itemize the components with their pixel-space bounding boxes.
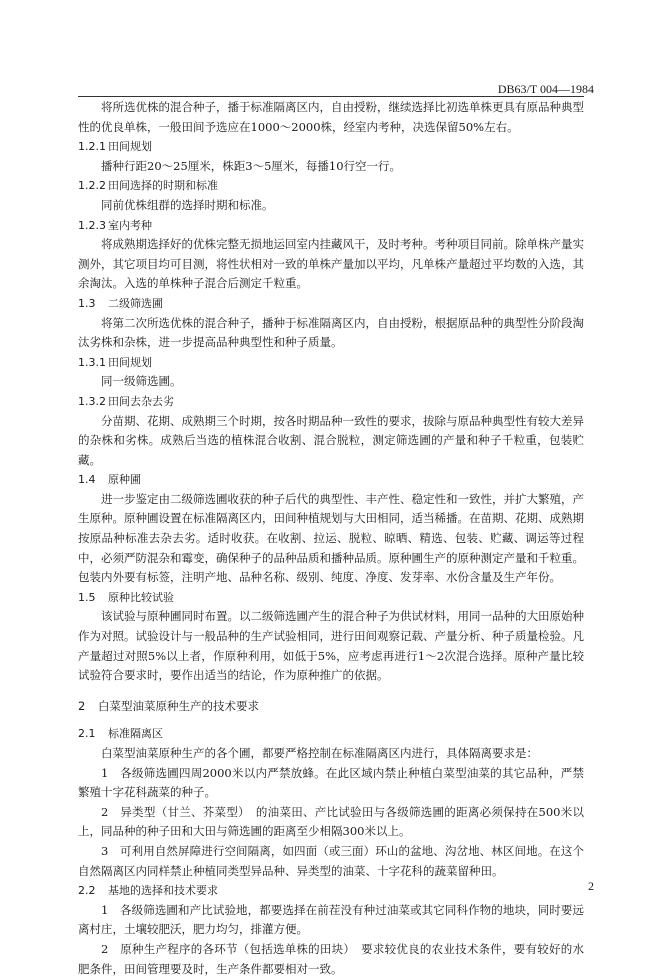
heading-number: 1.3.2 (78, 394, 106, 408)
heading-title: 室内考种 (108, 218, 152, 232)
paragraph: 该试验与原种圃同时布置。以二级筛选圃产生的混合种子为供试材料，用同一品种的大田原始种作为对照。试验设计与一般品种的生产试验相同，进行田间观察记载、产量分析、种子质量检验。凡产量超过对照5%以上者，作原种利用，如低于5%，应考虑再进行1～2次混合选择。原种产量比较试验符合要求时，要作出适当的结论，作为原种推广的依据。 (78, 609, 584, 683)
heading-number: 1.3.1 (78, 355, 106, 369)
heading-number: 1.5 (78, 590, 96, 604)
subsection-heading (78, 588, 584, 608)
heading-title: 田间规划 (108, 355, 152, 369)
heading-title: 田间选择的时期和标准 (108, 179, 218, 193)
heading-number: 2 (78, 698, 86, 713)
heading-number: 1.4 (78, 473, 96, 487)
subsection-heading (78, 392, 584, 412)
paragraph: 2 异类型（甘兰、芥菜型） 的油菜田、产比试验田与各级筛选圃的距离必须保持在500米以上，同品种的种子田和大田与筛选圃的距离至少相隔300米以上。 (78, 804, 584, 839)
heading-number: 2.2 (78, 884, 96, 898)
standard-code: DB63/T 004—1984 (497, 82, 594, 96)
heading-title: 原种比较试验 (108, 590, 174, 604)
paragraph: 同一级筛选圃。 (101, 374, 182, 389)
paragraph: 2 原种生产程序的各环节（包括选单株的田块） 要求较优良的农业技术条件，要有较好的水肥条件，田间管理要及时，生产条件都要相对一致。 (78, 941, 584, 976)
heading-title: 二级筛选圃 (108, 296, 163, 310)
paragraph: 将第二次所选优株的混合种子，播种于标准隔离区内，自由授粉，根据原品种的典型性分阶段淘汰劣株和杂株，进一步提高品种典型性和种子质量。 (78, 315, 584, 350)
paragraph: 白菜型油菜原种生产的各个圃，都要严格控制在标准隔离区内进行，具体隔离要求是： (101, 746, 538, 760)
header-divider (78, 96, 584, 97)
paragraph: 将所选优株的混合种子，播于标准隔离区内，自由授粉，继续选择比初选单株更具有原品种典型性的优良单株，一般田间予选应在1000～2000株，经室内考种，决选保留50%左右。 (78, 100, 584, 134)
paragraph: 同前优株组群的选择时期和标准。 (101, 197, 274, 212)
heading-number: 1.2.3 (78, 218, 106, 232)
paragraph: 1 各级筛选圃四周2000米以内严禁放蜂。在此区域内禁止种植白菜型油菜的其它品种，严禁繁殖十字花科蔬菜的种子。 (78, 765, 584, 800)
subsection-heading (78, 216, 584, 236)
paragraph: 播种行距20～25厘米，株距3～5厘米，每播10行空一行。 (101, 158, 402, 173)
paragraph: 1 各级筛选圃和产比试验地，都要选择在前茬没有种过油菜或其它同科作物的地块，同时要远离村庄，土壤较肥沃，肥力均匀，排灌方便。 (78, 902, 584, 937)
subsection-heading (78, 881, 584, 901)
heading-title: 基地的选择和技术要求 (108, 884, 218, 898)
heading-title: 田间去杂去劣 (108, 394, 174, 408)
heading-number: 2.1 (78, 727, 96, 741)
heading-title: 标准隔离区 (108, 727, 163, 741)
subsection-heading (78, 294, 584, 314)
subsection-heading (78, 176, 584, 196)
section-heading (78, 697, 584, 717)
paragraph: 将成熟期选择好的优株完整无损地运回室内挂藏风干，及时考种。考种项目同前。除单株产量实测外，其它项目均可目测，将性状相对一致的单株产量加以平均，凡单株产量超过平均数的入选，其余淘汰。入选的单株种子混合后测定千粒重。 (78, 237, 584, 291)
heading-number: 1.2.1 (78, 140, 106, 154)
page-number: 2 (588, 879, 594, 893)
subsection-heading (78, 353, 584, 373)
heading-title: 田间规划 (108, 140, 152, 154)
subsection-heading (78, 470, 584, 490)
paragraph: 3 可利用自然屏障进行空间隔离，如四面（或三面）环山的盆地、沟岔地、林区间地。在这个自然隔离区内同样禁止种植同类型异品种、异类型的油菜、十字花科的蔬菜留种田。 (78, 843, 584, 878)
paragraph: 进一步鉴定由二级筛选圃收获的种子后代的典型性、丰产性、稳定性和一致性，并扩大繁殖，产生原种。原种圃设置在标准隔离区内，田间种植规划与大田相同，适当稀播。在苗期、花期、成熟期按原品种标准去杂去劣。适时收获。在收割、拉运、脱粒、晾晒、精选、包装、贮藏、调运等过程中，必须严防混杂和霉变，确保种子的品种品质和播种品质。原种圃生产的原种测定产量和千粒重。包装内外要有标签，注明产地、品种名称、级别、纯度、净度、发芽率、水份含量及生产年份。 (78, 491, 584, 585)
heading-title: 原种圃 (108, 473, 141, 487)
paragraph: 分苗期、花期、成熟期三个时期，按各时期品种一致性的要求，拔除与原品种典型性有较大差异的杂株和劣株。成熟后当选的植株混合收割、混合脱粒，测定筛选圃的产量和种子千粒重，包装贮藏。 (78, 413, 584, 467)
heading-number: 1.3 (78, 296, 96, 310)
subsection-heading (78, 724, 584, 744)
heading-number: 1.2.2 (78, 179, 106, 193)
subsection-heading (78, 137, 584, 157)
document-body (78, 98, 584, 979)
heading-title: 白菜型油菜原种生产的技术要求 (98, 698, 259, 713)
